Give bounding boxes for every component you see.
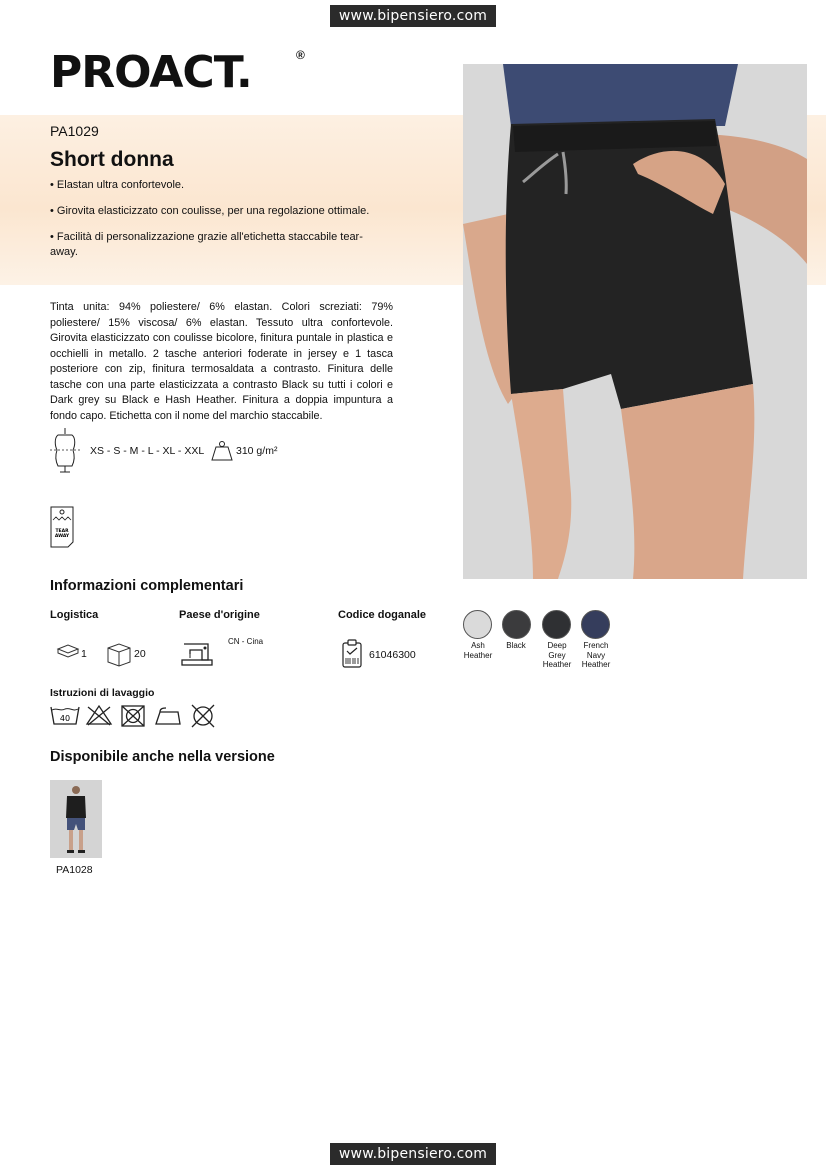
no-dry-clean-icon — [192, 705, 214, 727]
size-range: XS - S - M - L - XL - XXL — [90, 445, 205, 457]
color-swatch-french-navy-heather[interactable] — [581, 610, 610, 639]
fabric-weight: 310 g/m² — [236, 445, 278, 457]
color-label-line: Ash — [471, 641, 485, 650]
color-label-line: Heather — [581, 660, 611, 670]
logo-text: PROACT. — [50, 47, 252, 98]
color-label-french-navy-heather — [576, 641, 616, 670]
color-label-line: Grey — [548, 650, 566, 660]
iron-low-icon — [156, 708, 180, 724]
mannequin-icon — [50, 428, 80, 474]
color-swatch-black[interactable] — [502, 610, 531, 639]
customs-heading: Codice doganale — [338, 609, 427, 621]
feature-item: • Facilità di personalizzazione grazie all'etichetta staccabile tear-away. — [50, 231, 363, 258]
tearaway-text-2: AWAY — [54, 534, 70, 539]
color-label-line: Heather — [463, 650, 493, 660]
product-photo — [463, 64, 807, 579]
origin-heading: Paese d'origine — [179, 609, 260, 621]
tearaway-label-icon — [50, 506, 74, 553]
unit-package-icon — [56, 643, 80, 659]
logistics-unit-qty: 1 — [81, 648, 87, 660]
color-label-line: Black — [506, 641, 526, 650]
versions-section-title: Disponibile anche nella versione — [50, 749, 275, 765]
color-label-deep-grey-heather — [537, 641, 577, 670]
brand-logo — [50, 47, 305, 98]
feature-item: • Girovita elasticizzato con coulisse, per una regolazione ottimale. — [50, 205, 370, 217]
color-label-black — [496, 641, 536, 651]
wash-40-icon — [51, 707, 79, 724]
wash-title: Istruzioni di lavaggio — [50, 687, 155, 699]
color-label-ash-heather — [458, 641, 498, 660]
site-url-banner-bottom[interactable]: www.bipensiero.com — [330, 1143, 496, 1165]
color-label-line: French — [583, 641, 609, 650]
color-label-line: Navy — [586, 650, 606, 660]
logo-registered-mark: ® — [296, 48, 305, 62]
product-description: Tinta unita: 94% poliestere/ 6% elastan. Colori screziati: 79% poliestere/ 15% viscosa/ 6% elastan. Tessuto ultra confortevole. Girovita elasticizzato con coulisse bicolore, finitura puntale in plastica e occhielli in metallo. 2 tasche anteriori foderate in jersey e 1 tasca posteriore con zip, finitura termosaldata a contrasto. Finitura delle tasche con una parte elasticizzata a contrasto Black su tutti i colori e Dark grey su Black e Hash Heather. Finitura a doppia impuntura a fondo capo. Etichetta con il nome del marchio staccabile. — [50, 301, 393, 422]
logistics-box-qty: 20 — [134, 648, 146, 660]
wash-temp: 40 — [59, 714, 71, 723]
product-ref: PA1029 — [50, 123, 99, 139]
color-label-line: Heather — [542, 660, 572, 670]
logistics-heading: Logistica — [50, 609, 99, 621]
size-weight-row — [50, 428, 310, 474]
no-bleach-icon — [87, 706, 111, 725]
wash-icons — [50, 704, 220, 733]
variant-thumbnail-pa1028[interactable] — [50, 780, 102, 858]
customs-clipboard-icon — [341, 639, 363, 669]
color-swatch-ash-heather[interactable] — [463, 610, 492, 639]
color-swatch-deep-grey-heather[interactable] — [542, 610, 571, 639]
variant-ref[interactable]: PA1028 — [56, 864, 93, 876]
product-title: Short donna — [50, 148, 174, 171]
sewing-machine-icon — [181, 640, 213, 668]
weight-icon — [211, 440, 233, 462]
site-url-banner-top[interactable]: www.bipensiero.com — [330, 5, 496, 27]
no-tumble-dry-icon — [122, 706, 144, 726]
feature-list — [50, 178, 380, 271]
color-label-line: Deep — [547, 641, 567, 650]
customs-code: 61046300 — [369, 649, 416, 661]
carton-box-icon — [105, 641, 133, 667]
feature-item: • Elastan ultra confortevole. — [50, 179, 185, 191]
info-section-title: Informazioni complementari — [50, 578, 244, 594]
tearaway-text-1: TEAR — [55, 529, 69, 534]
origin-value: CN - Cina — [228, 637, 264, 646]
